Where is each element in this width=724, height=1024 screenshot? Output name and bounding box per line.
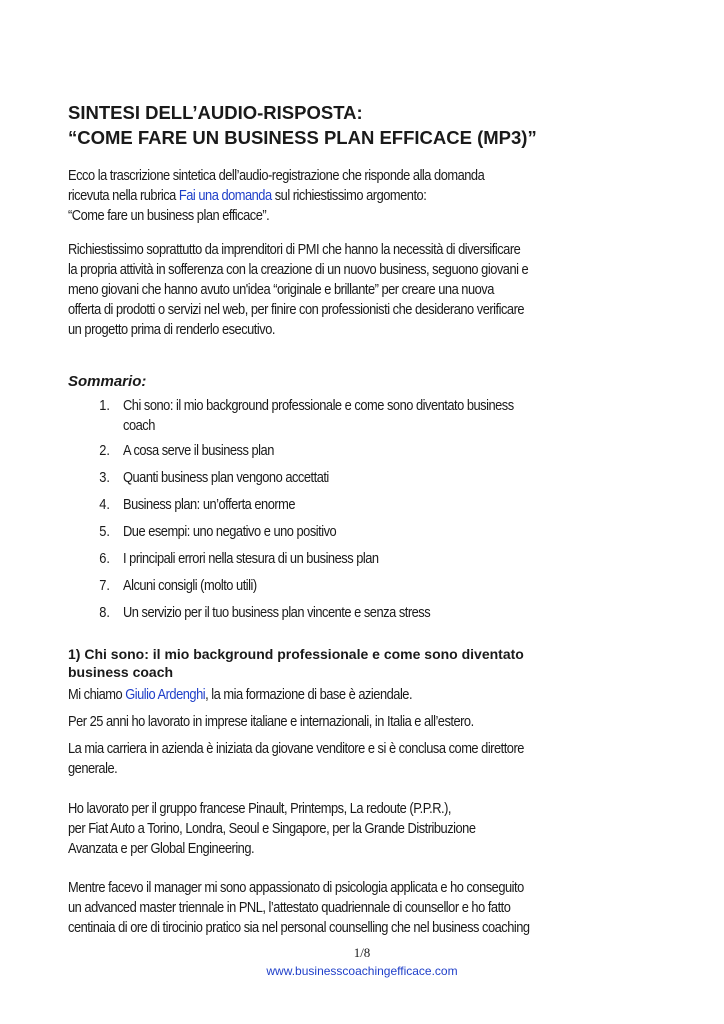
toc-number: 7. <box>99 578 110 594</box>
toc-item[interactable] <box>68 603 668 630</box>
footer-website-link[interactable]: www.businesscoachingefficace.com <box>266 964 458 978</box>
sommario-heading: Sommario: <box>68 373 147 390</box>
paragraph-line: Avanzata e per Global Engineering. <box>68 841 255 857</box>
intro-line: Ecco la trascrizione sintetica dell’audio-registrazione che risponde alla domanda <box>68 168 485 184</box>
section-1-paragraph <box>68 799 718 859</box>
section-1-paragraph <box>68 739 718 779</box>
paragraph-line: un progetto prima di renderlo esecutivo. <box>68 322 275 338</box>
paragraph-text: , la mia formazione di base è aziendale. <box>205 687 413 703</box>
toc-text: coach <box>123 418 155 434</box>
paragraph-line: Ho lavorato per il gruppo francese Pinault, Printemps, La redoute (P.P.R.), <box>68 801 451 817</box>
paragraph-line: un advanced master triennale in PNL, l’attestato quadriennale di counsellor e ho fatto <box>68 900 511 916</box>
paragraph-line: La mia carriera in azienda è iniziata da giovane venditore e si è conclusa come direttore <box>68 741 524 757</box>
context-paragraph <box>68 240 718 340</box>
section-heading-line: business coach <box>68 664 174 680</box>
section-1-paragraph <box>68 712 718 732</box>
document-title <box>68 100 668 150</box>
toc-number: 8. <box>99 605 110 621</box>
toc-item[interactable] <box>68 495 668 522</box>
title-line-2: “COME FARE UN BUSINESS PLAN EFFICACE (MP3)” <box>68 127 537 148</box>
toc-number: 5. <box>99 524 110 540</box>
table-of-contents <box>68 396 668 630</box>
toc-text: Business plan: un’offerta enorme <box>123 497 296 513</box>
intro-line: “Come fare un business plan efficace”. <box>68 208 270 224</box>
toc-text: Due esempi: uno negativo e uno positivo <box>123 524 337 540</box>
paragraph-line: Mentre facevo il manager mi sono appassionato di psicologia applicata e ho conseguito <box>68 880 524 896</box>
toc-item[interactable] <box>68 441 668 468</box>
paragraph-line: Richiestissimo soprattutto da imprenditori di PMI che hanno la necessità di diversificare <box>68 242 521 258</box>
giulio-ardenghi-link[interactable]: Giulio Ardenghi <box>125 687 206 703</box>
toc-text: Un servizio per il tuo business plan vincente e senza stress <box>123 605 431 621</box>
fai-una-domanda-link[interactable]: Fai una domanda <box>178 188 272 204</box>
toc-item[interactable] <box>68 576 668 603</box>
toc-item[interactable] <box>68 468 668 495</box>
toc-number: 1. <box>99 398 110 414</box>
paragraph-text: Per 25 anni ho lavorato in imprese italiane e internazionali, in Italia e all’estero. <box>68 714 474 730</box>
toc-text: Chi sono: il mio background professionale e come sono diventato business <box>123 398 514 414</box>
paragraph-line: centinaia di ore di tirocinio pratico sia nel personal counselling che nel business coaching <box>68 920 530 936</box>
paragraph-line: offerta di prodotti o servizi nel web, per finire con professionisti che desiderano verificare <box>68 302 525 318</box>
section-1-paragraph <box>68 878 718 938</box>
toc-text: I principali errori nella stesura di un business plan <box>123 551 379 567</box>
title-line-1: SINTESI DELL’AUDIO-RISPOSTA: <box>68 102 363 123</box>
toc-number: 4. <box>99 497 110 513</box>
toc-number: 3. <box>99 470 110 486</box>
section-1-paragraph <box>68 685 718 705</box>
toc-item[interactable] <box>68 522 668 549</box>
toc-text: A cosa serve il business plan <box>123 443 274 459</box>
section-1-heading <box>68 645 628 681</box>
page-number: 1/8 <box>353 945 371 960</box>
intro-paragraph <box>68 166 718 226</box>
intro-line: sul richiestissimo argomento: <box>271 188 427 204</box>
toc-item[interactable] <box>68 396 668 441</box>
toc-item[interactable] <box>68 549 668 576</box>
toc-text: Alcuni consigli (molto utili) <box>123 578 257 594</box>
paragraph-line: per Fiat Auto a Torino, Londra, Seoul e Singapore, per la Grande Distribuzione <box>68 821 476 837</box>
intro-line: ricevuta nella rubrica <box>68 188 179 204</box>
section-heading-line: 1) Chi sono: il mio background professionale e come sono diventato <box>68 646 524 662</box>
paragraph-line: generale. <box>68 761 118 777</box>
paragraph-text: Mi chiamo <box>68 687 126 703</box>
toc-number: 2. <box>99 443 110 459</box>
toc-number: 6. <box>99 551 110 567</box>
toc-text: Quanti business plan vengono accettati <box>123 470 329 486</box>
paragraph-line: meno giovani che hanno avuto un'idea “originale e brillante” per creare una nuova <box>68 282 494 298</box>
paragraph-line: la propria attività in sofferenza con la creazione di un nuovo business, seguono giovani e <box>68 262 529 278</box>
